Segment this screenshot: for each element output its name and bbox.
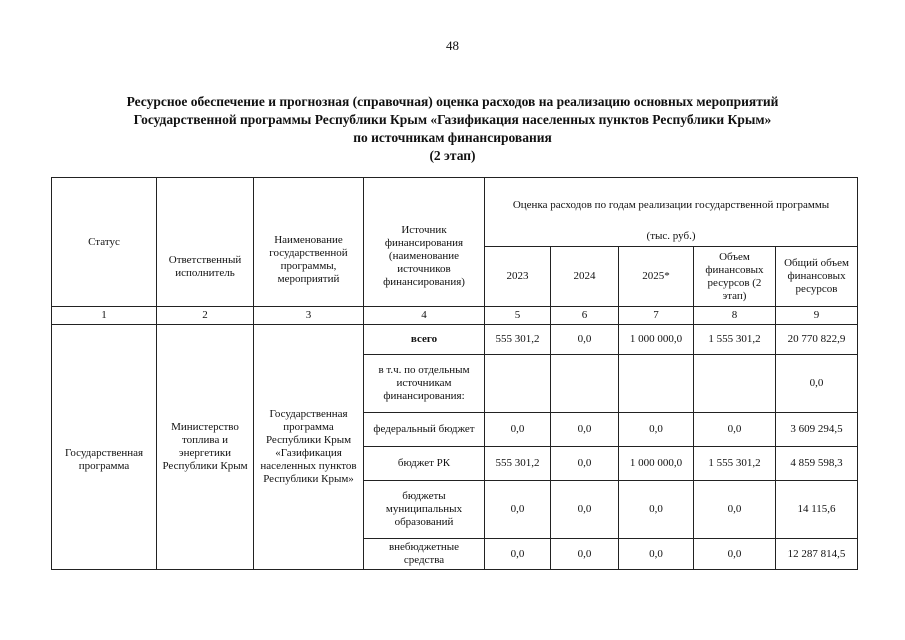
- source-cell: всего: [364, 325, 485, 355]
- header-estimate: [485, 178, 858, 247]
- col-number: 6: [551, 307, 619, 325]
- col-number: 2: [157, 307, 254, 325]
- source-cell: бюджет РК: [364, 447, 485, 481]
- value-volume: 1 555 301,2: [694, 325, 776, 355]
- value-2023: 555 301,2: [485, 325, 551, 355]
- title-line-1: Ресурсное обеспечение и прогнозная (справочная) оценка расходов на реализацию основных мероприятий: [126, 94, 779, 109]
- value-2023: 555 301,2: [485, 447, 551, 481]
- source-cell: внебюджетные средства: [364, 539, 485, 570]
- value-volume: 0,0: [694, 481, 776, 539]
- value-2025: 0,0: [619, 413, 694, 447]
- col-number: 8: [694, 307, 776, 325]
- header-year-2024: 2024: [551, 247, 619, 307]
- col-number: 7: [619, 307, 694, 325]
- value-2024: [551, 355, 619, 413]
- header-year-2025: 2025*: [619, 247, 694, 307]
- col-number: 4: [364, 307, 485, 325]
- value-total: 12 287 814,5: [776, 539, 858, 570]
- header-estimate-label: Оценка расходов по годам реализации государственной программы: [512, 199, 830, 211]
- value-2023: 0,0: [485, 413, 551, 447]
- header-estimate-unit: (тыс. руб.): [646, 230, 696, 242]
- resource-table: [51, 177, 858, 570]
- value-2024: 0,0: [551, 325, 619, 355]
- col-number: 5: [485, 307, 551, 325]
- header-program-name: Наименование государственной программы, мероприятий: [254, 178, 364, 307]
- value-2023: [485, 355, 551, 413]
- value-total: 0,0: [776, 355, 858, 413]
- table-row: [52, 325, 858, 355]
- page-number: 48: [446, 38, 459, 53]
- value-2025: 0,0: [619, 481, 694, 539]
- value-2025: 0,0: [619, 539, 694, 570]
- value-2023: 0,0: [485, 481, 551, 539]
- value-2023: 0,0: [485, 539, 551, 570]
- header-total: Общий объем финансовых ресурсов: [776, 247, 858, 307]
- value-total: 3 609 294,5: [776, 413, 858, 447]
- header-status: Статус: [52, 178, 157, 307]
- source-cell: бюджеты муниципальных образований: [364, 481, 485, 539]
- value-total: 14 115,6: [776, 481, 858, 539]
- value-2024: 0,0: [551, 539, 619, 570]
- program-name-cell: Государственная программа Республики Крым «Газификация населенных пунктов Республики Крым»: [254, 325, 364, 570]
- document-title: [0, 93, 905, 165]
- value-total: 4 859 598,3: [776, 447, 858, 481]
- header-volume: Объем финансовых ресурсов (2 этап): [694, 247, 776, 307]
- title-line-2: Государственной программы Республики Крым «Газификация населенных пунктов Республики Крым»: [133, 112, 772, 127]
- value-2024: 0,0: [551, 413, 619, 447]
- value-2025: [619, 355, 694, 413]
- executor-cell: Министерство топлива и энергетики Республики Крым: [157, 325, 254, 570]
- source-cell: в т.ч. по отдельным источникам финансирования:: [364, 355, 485, 413]
- source-cell: федеральный бюджет: [364, 413, 485, 447]
- header-executor: Ответственный исполнитель: [157, 178, 254, 307]
- col-number: 1: [52, 307, 157, 325]
- value-2025: 1 000 000,0: [619, 447, 694, 481]
- header-year-2023: 2023: [485, 247, 551, 307]
- value-volume: [694, 355, 776, 413]
- value-2024: 0,0: [551, 447, 619, 481]
- value-2025: 1 000 000,0: [619, 325, 694, 355]
- value-2024: 0,0: [551, 481, 619, 539]
- value-volume: 0,0: [694, 539, 776, 570]
- header-source: Источник финансирования (наименование источников финансирования): [364, 178, 485, 307]
- title-line-3: по источникам финансирования: [353, 130, 552, 145]
- value-total: 20 770 822,9: [776, 325, 858, 355]
- status-cell: Государственная программа: [52, 325, 157, 570]
- col-number: 3: [254, 307, 364, 325]
- title-line-4: (2 этап): [429, 148, 476, 163]
- value-volume: 0,0: [694, 413, 776, 447]
- col-number: 9: [776, 307, 858, 325]
- value-volume: 1 555 301,2: [694, 447, 776, 481]
